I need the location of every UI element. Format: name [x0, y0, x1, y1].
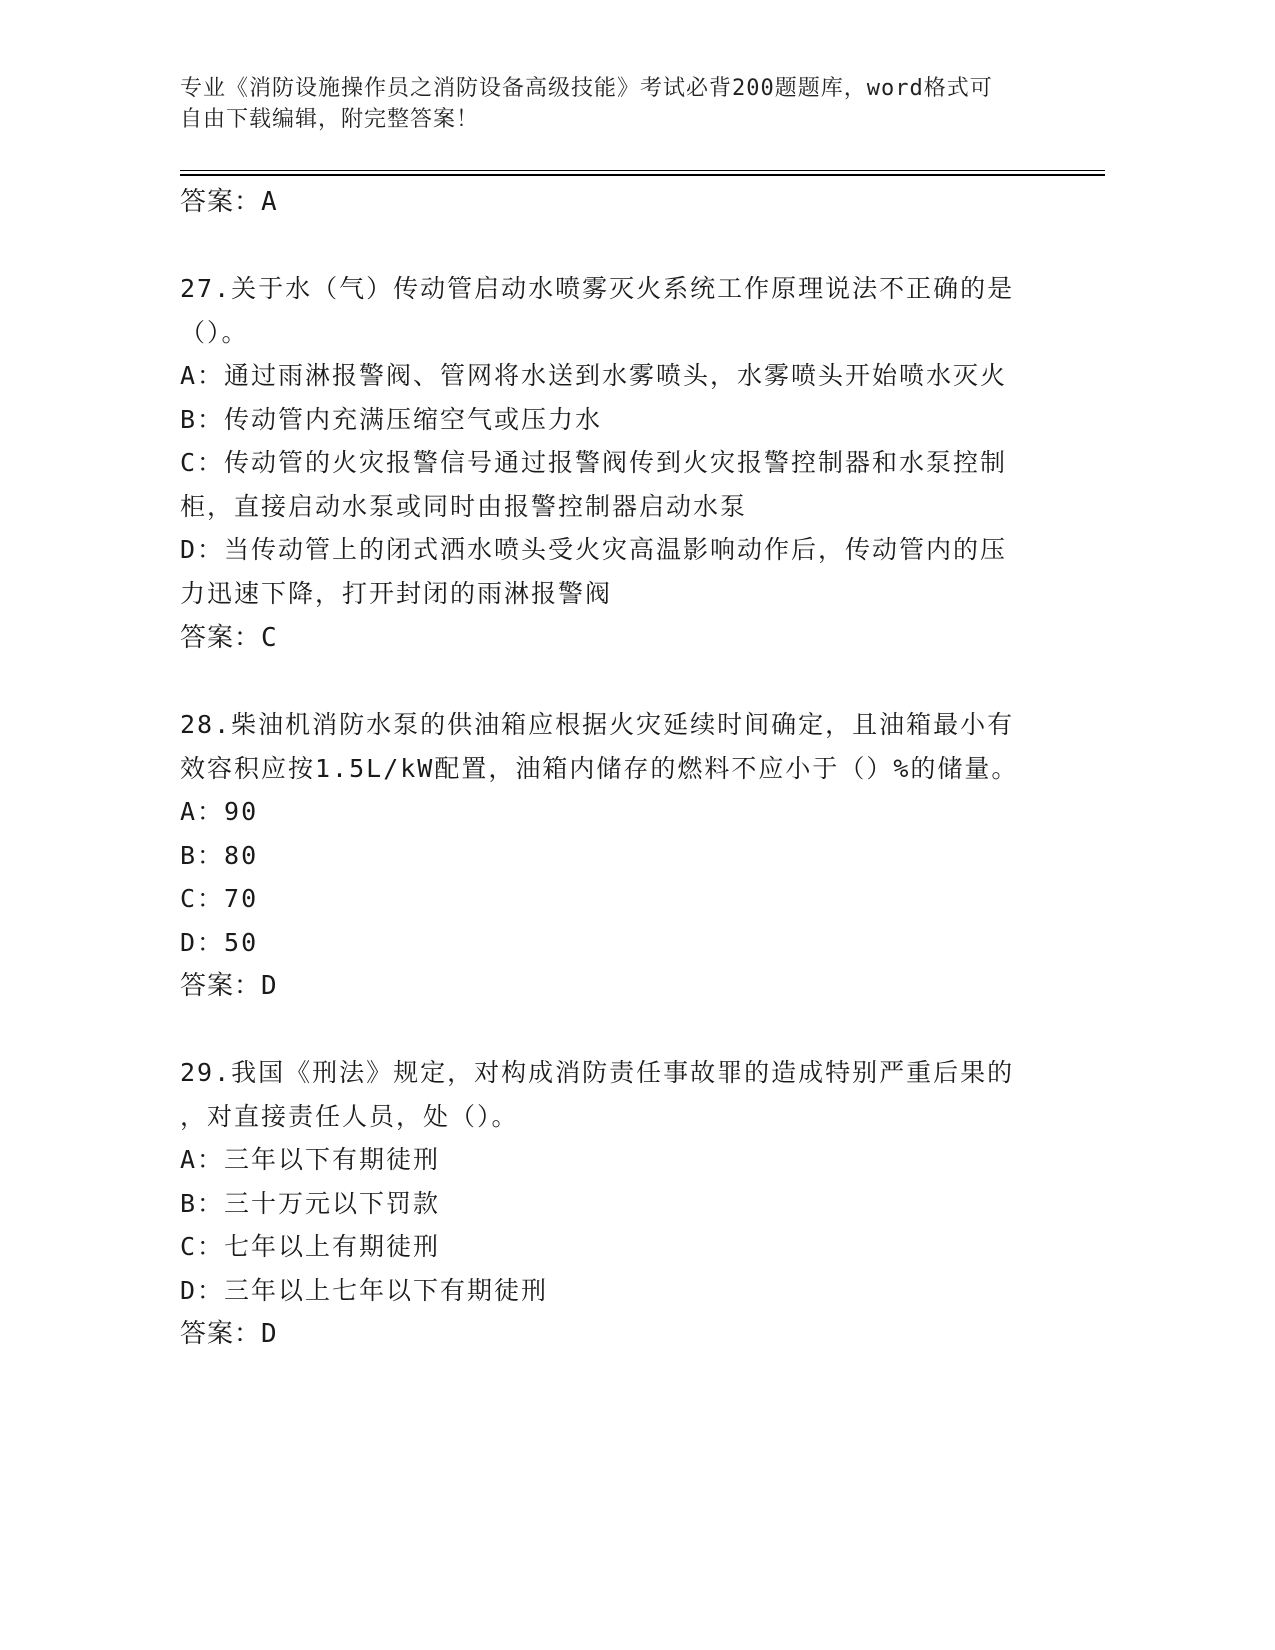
header-line-1: 专业《消防设施操作员之消防设备高级技能》考试必背200题题库，word格式可	[180, 76, 993, 101]
q29-option-c: C：七年以上有期徒刑	[180, 1232, 441, 1261]
q27-stem-line-1: 27.关于水（气）传动管启动水喷雾灭火系统工作原理说法不正确的是	[180, 274, 1015, 303]
q28-option-b: B：80	[180, 841, 259, 870]
q27-option-a: A：通过雨淋报警阀、管网将水送到水雾喷头，水雾喷头开始喷水灭火	[180, 361, 1008, 390]
q29-stem-line-1: 29.我国《刑法》规定，对构成消防责任事故罪的造成特别严重后果的	[180, 1058, 1015, 1087]
q29-option-a: A：三年以下有期徒刑	[180, 1145, 441, 1174]
q29-option-d: D：三年以上七年以下有期徒刑	[180, 1276, 549, 1305]
q28-option-a: A：90	[180, 797, 259, 826]
header-line-2: 自由下载编辑，附完整答案！	[180, 107, 480, 132]
header-divider-thin	[180, 170, 1105, 171]
q27-option-d-line-2: 力迅速下降，打开封闭的雨淋报警阀	[180, 579, 613, 608]
header-divider-thick	[180, 174, 1105, 176]
q27-option-d-line-1: D：当传动管上的闭式洒水喷头受火灾高温影响动作后，传动管内的压	[180, 535, 1008, 564]
q29-option-b: B：三十万元以下罚款	[180, 1189, 441, 1218]
q27-option-c-line-2: 柜，直接启动水泵或同时由报警控制器启动水泵	[180, 492, 748, 521]
previous-answer: 答案：A	[180, 187, 278, 217]
q27-answer: 答案：C	[180, 623, 278, 653]
q28-stem-line-2: 效容积应按1.5L/kW配置，油箱内储存的燃料不应小于（）%的储量。	[180, 754, 1019, 783]
q29-stem-line-2: ，对直接责任人员，处（）。	[180, 1102, 519, 1131]
document-header	[180, 73, 1030, 135]
q28-answer: 答案：D	[180, 971, 278, 1001]
q27-stem-line-2: （）。	[180, 318, 249, 347]
q28-option-d: D：50	[180, 928, 259, 957]
q29-answer: 答案：D	[180, 1319, 278, 1349]
q28-stem-line-1: 28.柴油机消防水泵的供油箱应根据火灾延续时间确定，且油箱最小有	[180, 710, 1015, 739]
q28-option-c: C：70	[180, 884, 259, 913]
q27-option-c-line-1: C：传动管的火灾报警信号通过报警阀传到火灾报警控制器和水泵控制	[180, 448, 1008, 477]
q27-option-b: B：传动管内充满压缩空气或压力水	[180, 405, 603, 434]
